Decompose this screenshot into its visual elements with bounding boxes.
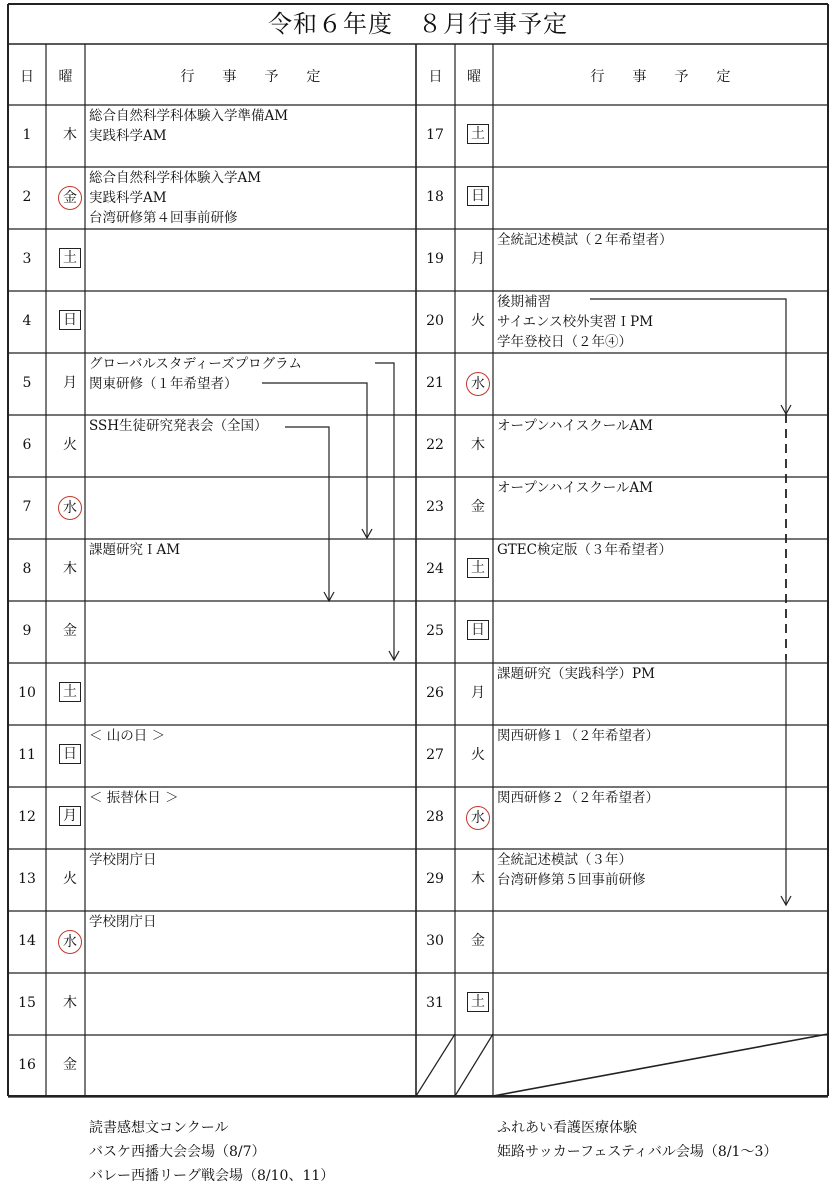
day-number: 31 xyxy=(426,995,444,1011)
day-number: 21 xyxy=(426,375,444,391)
day-number: 8 xyxy=(22,561,32,577)
event-text: 台湾研修第４回事前研修 xyxy=(89,210,238,226)
day-number: 5 xyxy=(22,375,32,391)
weekday-label: 火 xyxy=(471,747,485,763)
empty-slash xyxy=(416,1034,455,1096)
weekday-cell xyxy=(458,186,498,206)
weekday-circled: 金 xyxy=(58,186,82,210)
arrow-kanto-trip xyxy=(262,383,367,538)
day-number: 6 xyxy=(22,437,32,453)
event-text: 関西研修１（２年希望者） xyxy=(497,728,659,744)
weekday-boxed: 月 xyxy=(59,806,81,826)
weekday-cell xyxy=(458,496,498,516)
weekday-cell xyxy=(458,806,498,830)
weekday-boxed: 土 xyxy=(59,248,81,268)
day-number: 29 xyxy=(426,871,444,887)
day-number: 9 xyxy=(22,623,32,639)
weekday-boxed: 日 xyxy=(467,186,489,206)
event-text: グローバルスタディーズプログラム xyxy=(89,356,303,372)
day-number: 28 xyxy=(426,809,444,825)
weekday-label: 火 xyxy=(471,313,485,329)
event-text: 関西研修２（２年希望者） xyxy=(497,790,659,806)
weekday-label: 金 xyxy=(471,933,485,949)
event-text: 学校閉庁日 xyxy=(89,852,157,868)
weekday-label: 木 xyxy=(63,127,77,143)
weekday-cell xyxy=(458,930,498,950)
header-events: 行 事 予 定 xyxy=(590,69,731,85)
day-number: 16 xyxy=(18,1057,36,1073)
weekday-cell xyxy=(458,868,498,888)
weekday-cell xyxy=(50,620,90,640)
event-text: 課題研究ＩAM xyxy=(89,542,181,558)
day-number: 19 xyxy=(426,251,444,267)
event-text: ＜ 振替休日 ＞ xyxy=(89,790,179,806)
event-text: オープンハイスクールAM xyxy=(497,418,654,434)
day-number: 25 xyxy=(426,623,444,639)
weekday-cell xyxy=(458,682,498,702)
page-title: 令和６年度 ８月行事予定 xyxy=(268,10,568,38)
weekday-cell xyxy=(50,310,90,330)
footer-note: バスケ西播大会会場（8/7） xyxy=(89,1144,266,1160)
day-number: 13 xyxy=(18,871,36,887)
day-number: 1 xyxy=(22,127,32,143)
weekday-cell xyxy=(458,620,498,640)
event-text: 台湾研修第５回事前研修 xyxy=(497,872,646,888)
weekday-label: 月 xyxy=(471,685,485,701)
weekday-cell xyxy=(458,992,498,1012)
weekday-cell xyxy=(50,124,90,144)
header-day: 日 xyxy=(20,69,34,85)
weekday-boxed: 土 xyxy=(467,558,489,578)
weekday-cell xyxy=(50,1054,90,1074)
weekday-label: 木 xyxy=(63,561,77,577)
weekday-label: 金 xyxy=(471,499,485,515)
day-number: 2 xyxy=(22,189,32,205)
event-text: サイエンス校外実習ＩPM xyxy=(497,314,654,330)
event-text: 学校閉庁日 xyxy=(89,914,157,930)
event-text: GTEC検定版（３年希望者） xyxy=(497,542,672,558)
footer-note: バレー西播リーグ戦会場（8/10、11） xyxy=(89,1168,335,1184)
day-number: 12 xyxy=(18,809,36,825)
weekday-cell xyxy=(50,434,90,454)
day-number: 26 xyxy=(426,685,444,701)
arrow-global-studies xyxy=(375,363,394,660)
event-text: 課題研究（実践科学）PM xyxy=(497,666,655,682)
weekday-label: 金 xyxy=(63,1057,77,1073)
weekday-label: 月 xyxy=(63,375,77,391)
weekday-boxed: 日 xyxy=(59,310,81,330)
weekday-label: 月 xyxy=(471,251,485,267)
weekday-label: 木 xyxy=(63,995,77,1011)
event-text: 実践科学AM xyxy=(89,190,167,206)
event-text: 後期補習 xyxy=(497,294,551,310)
weekday-boxed: 日 xyxy=(59,744,81,764)
weekday-circled: 水 xyxy=(58,930,82,954)
weekday-circled: 水 xyxy=(466,372,490,396)
weekday-cell xyxy=(50,868,90,888)
day-number: 18 xyxy=(426,189,444,205)
weekday-cell xyxy=(50,930,90,954)
weekday-cell xyxy=(50,372,90,392)
weekday-cell xyxy=(458,248,498,268)
event-text: 全統記述模試（２年希望者） xyxy=(497,232,673,248)
weekday-boxed: 土 xyxy=(467,124,489,144)
weekday-cell xyxy=(50,806,90,826)
day-number: 27 xyxy=(426,747,444,763)
day-number: 17 xyxy=(426,127,444,143)
weekday-boxed: 土 xyxy=(467,992,489,1012)
empty-slash xyxy=(455,1034,493,1096)
weekday-label: 火 xyxy=(63,871,77,887)
weekday-cell xyxy=(50,248,90,268)
event-text: ＜ 山の日 ＞ xyxy=(89,728,166,744)
weekday-circled: 水 xyxy=(466,806,490,830)
weekday-cell xyxy=(50,682,90,702)
day-number: 24 xyxy=(426,561,444,577)
header-events: 行 事 予 定 xyxy=(180,69,321,85)
arrow-ssh-presentation xyxy=(285,427,329,601)
footer-note: ふれあい看護医療体験 xyxy=(497,1120,637,1136)
weekday-label: 木 xyxy=(471,437,485,453)
day-number: 20 xyxy=(426,313,444,329)
weekday-cell xyxy=(458,124,498,144)
day-number: 15 xyxy=(18,995,36,1011)
footer-note: 姫路サッカーフェスティバル会場（8/1～3） xyxy=(497,1144,778,1160)
day-number: 22 xyxy=(426,437,444,453)
event-text: 総合自然科学科体験入学AM xyxy=(89,170,262,186)
event-text: 実践科学AM xyxy=(89,128,167,144)
weekday-cell xyxy=(458,372,498,396)
day-number: 14 xyxy=(18,933,36,949)
footer-note: 読書感想文コンクール xyxy=(89,1120,229,1136)
weekday-cell xyxy=(458,744,498,764)
weekday-cell xyxy=(50,992,90,1012)
event-text: 学年登校日（２年④） xyxy=(497,334,632,350)
weekday-cell xyxy=(50,496,90,520)
weekday-cell xyxy=(458,310,498,330)
header-weekday: 曜 xyxy=(58,69,73,85)
day-number: 10 xyxy=(18,685,36,701)
day-number: 3 xyxy=(22,251,32,267)
event-text: 関東研修（１年希望者） xyxy=(89,376,238,392)
header-weekday: 曜 xyxy=(467,69,481,85)
day-number: 23 xyxy=(426,499,444,515)
weekday-cell xyxy=(458,558,498,578)
empty-slash xyxy=(493,1034,828,1096)
day-number: 7 xyxy=(22,499,32,515)
header-day: 日 xyxy=(428,69,443,85)
weekday-boxed: 日 xyxy=(467,620,489,640)
day-number: 11 xyxy=(18,747,36,763)
weekday-cell xyxy=(50,744,90,764)
weekday-label: 金 xyxy=(63,623,77,639)
event-text: オープンハイスクールAM xyxy=(497,480,654,496)
weekday-boxed: 土 xyxy=(59,682,81,702)
weekday-label: 木 xyxy=(471,871,485,887)
day-number: 4 xyxy=(22,313,32,329)
weekday-circled: 水 xyxy=(58,496,82,520)
event-text: 総合自然科学科体験入学準備AM xyxy=(89,108,289,124)
event-text: 全統記述模試（３年） xyxy=(497,852,632,868)
day-number: 30 xyxy=(426,933,444,949)
weekday-cell xyxy=(458,434,498,454)
event-text: SSH生徒研究発表会（全国） xyxy=(89,418,268,434)
weekday-cell xyxy=(50,558,90,578)
weekday-cell xyxy=(50,186,90,210)
weekday-label: 火 xyxy=(63,437,77,453)
